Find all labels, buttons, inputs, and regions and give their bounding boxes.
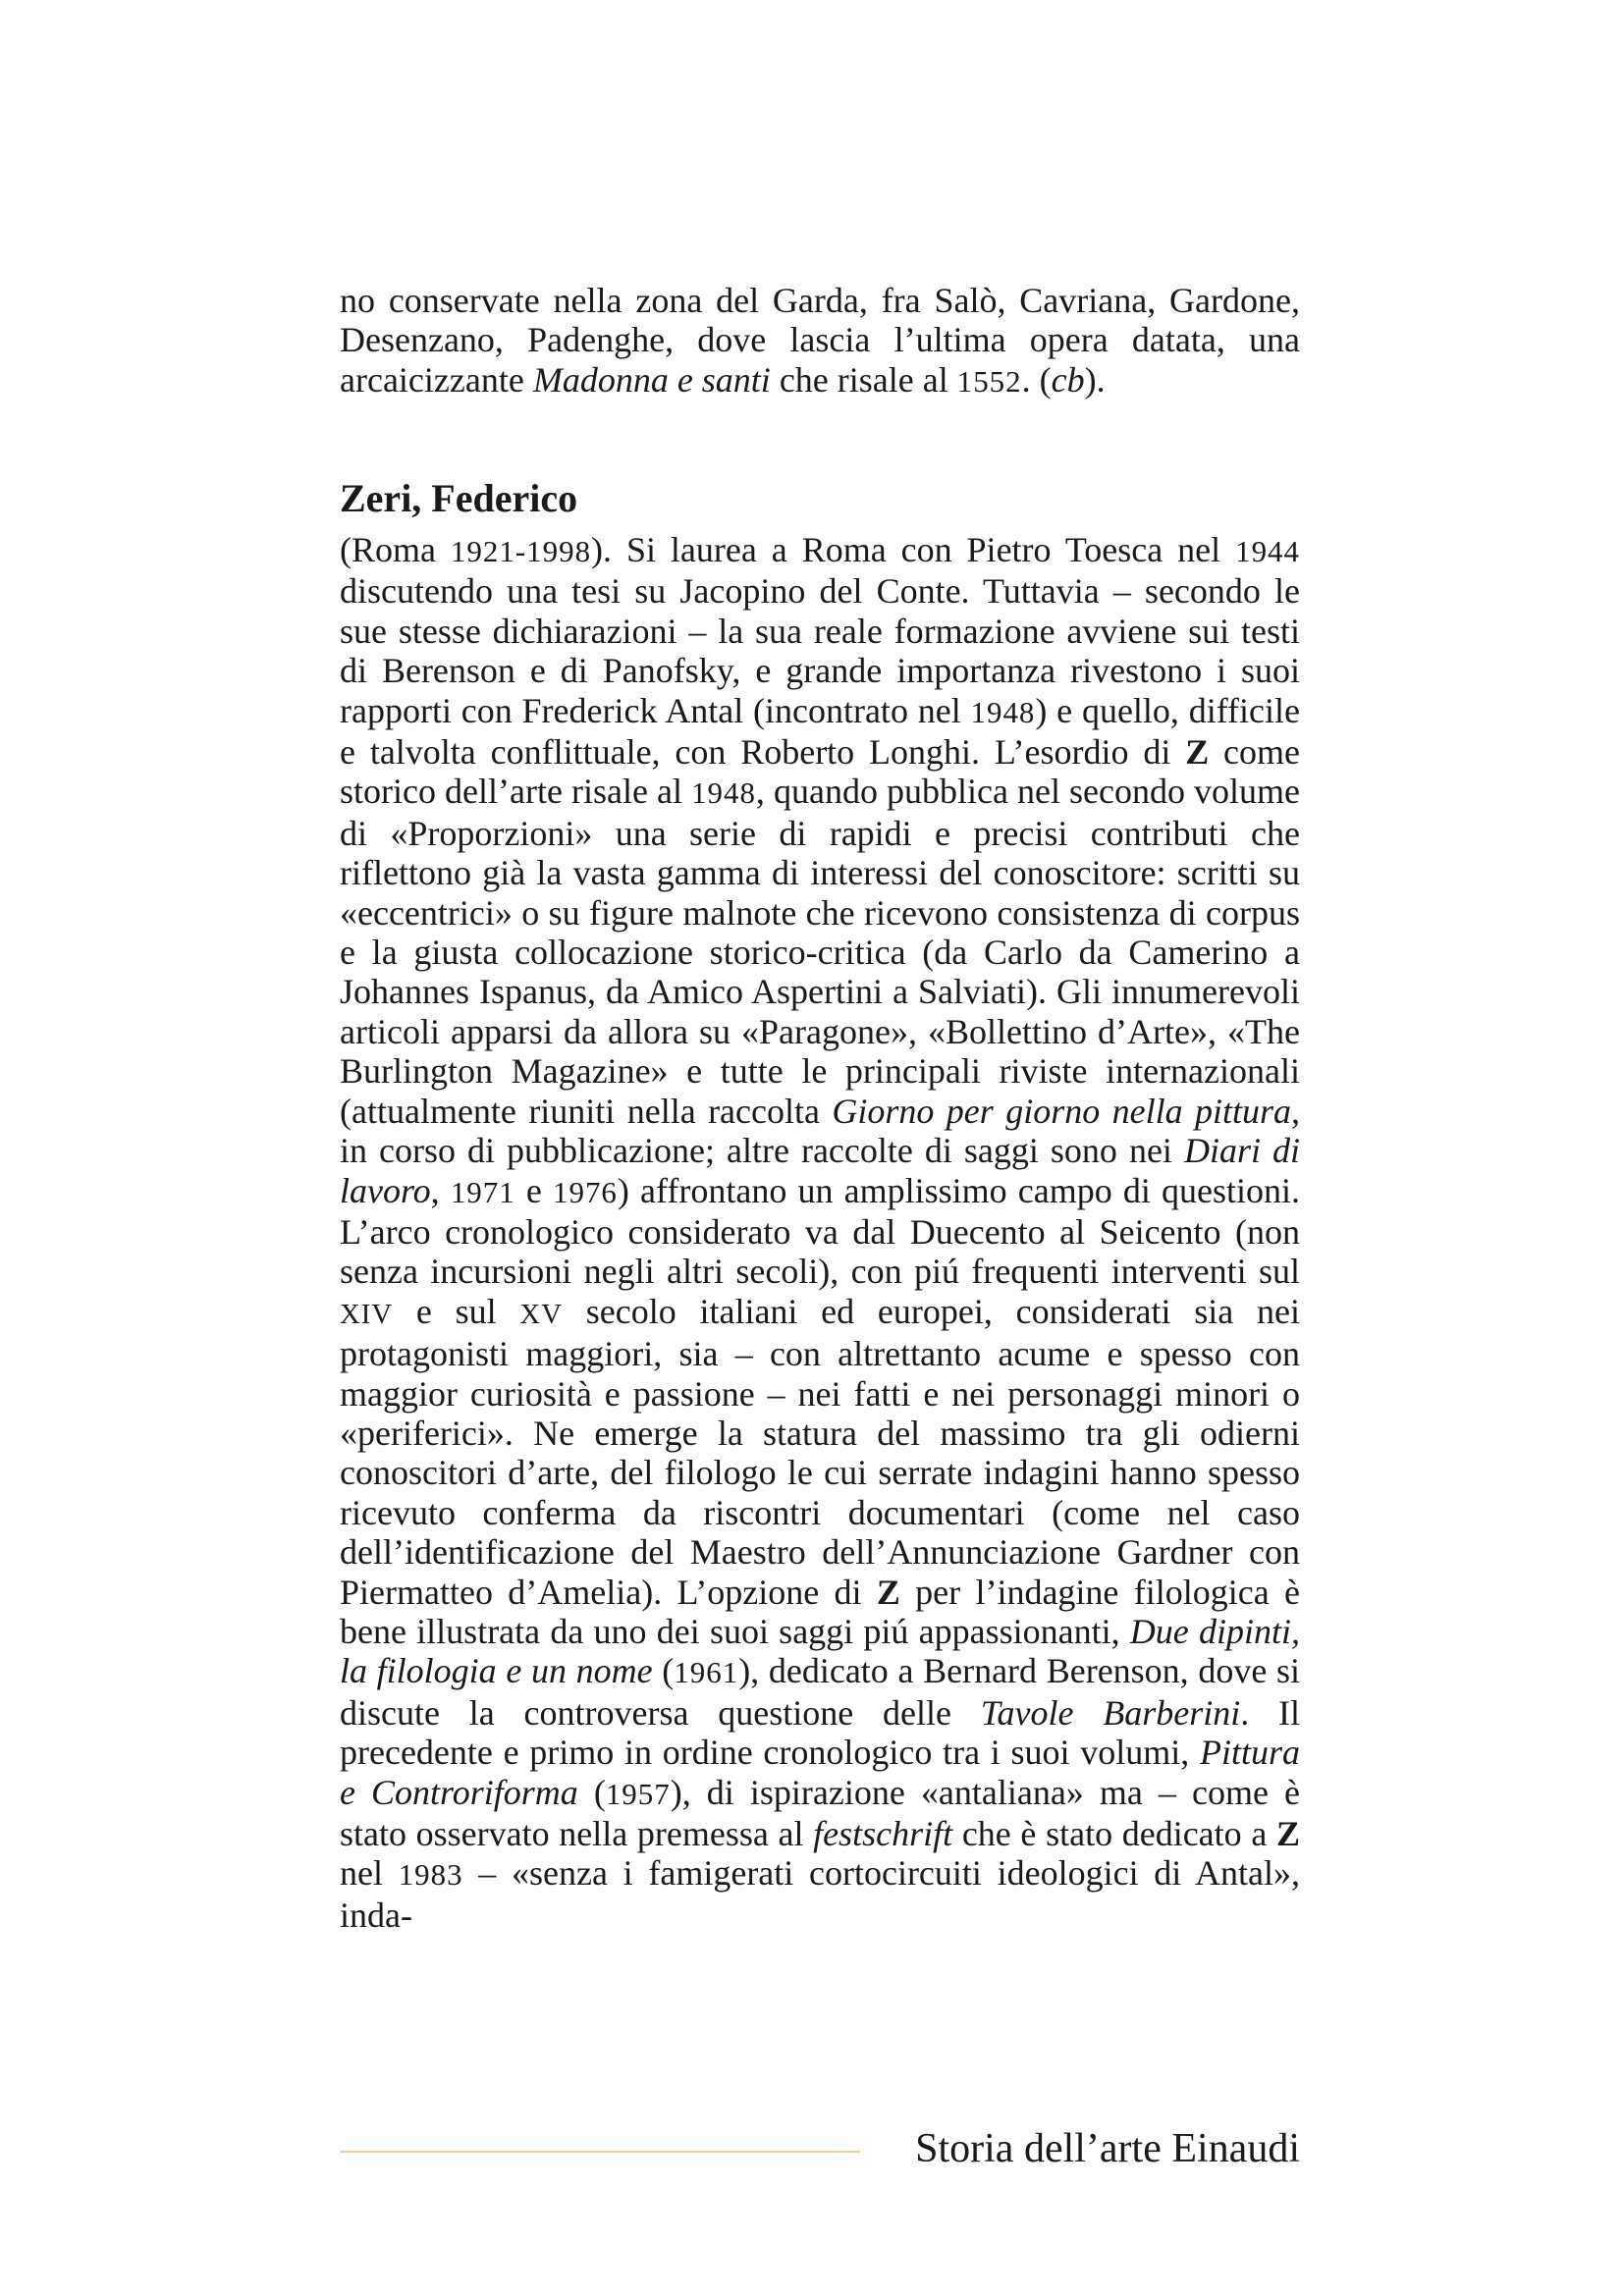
text-run: – «senza i famigerati cortocircuiti ideologici di Antal», inda- (340, 1853, 1300, 1935)
text-run: per l’indagine filologica è bene illustrata da uno dei suoi saggi piú appassionanti, (340, 1572, 1300, 1651)
essay-title: Due dipinti, la filologia e un nome (340, 1611, 1300, 1691)
footer-rule (340, 2151, 860, 2153)
book-title: Diari di lavoro (340, 1131, 1301, 1210)
text-run: . Il precedente e primo in ordine cronologico tra i suoi volumi, (340, 1692, 1300, 1773)
entry-heading: Zeri, Federico (340, 476, 578, 520)
year: 1961 (674, 1655, 739, 1690)
artwork-title: Madonna e santi (532, 359, 771, 400)
text-run: ( (652, 1651, 675, 1691)
century-numeral: XIV (340, 1298, 394, 1330)
text-run: ), di ispirazione «antaliana» ma – come è stato osservato nella premessa al (340, 1772, 1300, 1853)
year: 1957 (605, 1776, 671, 1811)
text-run: che è stato dedicato a (952, 1814, 1276, 1853)
text-run: come storico dell’arte risale al (340, 732, 1300, 812)
text-run: discutendo una tesi su Jacopino del Conte. Tuttavia – secondo le sue stesse dichiarazioni – la sua reale formazione avviene sui testi di Berenson e di Panofsky, e grande importanza rivestono i suoi rapporti con Frederick Antal (incontrato nel (340, 571, 1300, 730)
years: 1921-1998 (450, 534, 592, 568)
text-run: nel (340, 1853, 399, 1894)
subject-abbreviation: Z (1275, 1814, 1300, 1853)
footer-title: Storia dell’arte Einaudi (915, 2126, 1300, 2171)
subject-abbreviation: Z (1185, 732, 1210, 773)
year: 1944 (1235, 534, 1300, 568)
text-run: che risale al (770, 359, 957, 400)
text-run: ( (577, 1772, 606, 1812)
text-run: ). (1084, 359, 1106, 400)
entry-body (340, 530, 1300, 1935)
subject-abbreviation: Z (876, 1572, 900, 1612)
year: 1552 (956, 363, 1022, 399)
century-numeral: XV (519, 1298, 564, 1330)
text-run: ). Si laurea a Roma con Pietro Toesca nel (591, 530, 1236, 569)
book-title: Pittura e Controriforma (340, 1733, 1300, 1812)
text-run: ), dedicato a Bernard Berenson, dove si discute la controversa questione delle (340, 1651, 1301, 1733)
text-run: , in corso di pubblicazione; altre raccolte di saggi sono nei (340, 1091, 1300, 1171)
foreign-term: festschrift (813, 1814, 953, 1853)
text-run: , quando pubblica nel secondo volume di «Proporzioni» una serie di rapidi e precisi contributi che riflettono già la vasta gamma di interessi del conoscitore: scritti su «eccentrici» o su figure malnote che ricevono consistenza di corpus e la giusta collocazione storico-critica (da Carlo da Camerino a Johannes Ispanus, da Amico Aspertini a Salviati). Gli innumerevoli articoli apparsi da allora su «Paragone», «Bollettino d’Arte», «The Burlington Magazine» e tutte le principali riviste internazionali (attualmente riuniti nella raccolta (340, 772, 1300, 1131)
year: 1983 (398, 1857, 463, 1893)
text-run: e (514, 1170, 553, 1210)
text-run: secolo italiani ed europei, considerati sia nei protagonisti maggiori, sia – con altrettanto acume e spesso con maggior curiosità e passione – nei fatti e nei personaggi minori o «periferici». Ne emerge la statura del massimo tra gli odierni conoscitori d’arte, del filologo le cui serrate indagini hanno spesso ricevuto conferma da riscontri documentari (come nel caso dell’identificazione del Maestro dell’Annunciazione Gardner con Piermatteo d’Amelia). L’opzione di (340, 1291, 1300, 1612)
year: 1948 (691, 775, 756, 811)
text-run: ) affrontano un amplissimo campo di questioni. L’arco cronologico considerato va dal Duecento al Seicento (non senza incursioni negli altri secoli), con piú frequenti interventi sul (340, 1170, 1301, 1292)
author-initials: cb (1051, 359, 1085, 400)
text-run: e sul (393, 1291, 520, 1331)
text-run: , (430, 1170, 451, 1210)
continuation-paragraph (340, 281, 1300, 401)
year: 1971 (450, 1174, 515, 1209)
book-title: Giorno per giorno nella pittura (832, 1091, 1291, 1131)
year: 1976 (553, 1174, 618, 1209)
text-run: ) e quello, difficile e talvolta conflittuale, con Roberto Longhi. L’esordio di (340, 690, 1300, 773)
text-run: no conservate nella zona del Garda, fra Salò, Cavriana, Gardone, Desenzano, Padenghe, dove lascia l’ultima opera datata, una arcaicizzante (340, 281, 1300, 400)
year: 1948 (970, 694, 1036, 729)
text-run: . ( (1021, 359, 1052, 400)
text-run: (Roma (340, 530, 451, 569)
artwork-title: Tavole Barberini (980, 1692, 1241, 1733)
